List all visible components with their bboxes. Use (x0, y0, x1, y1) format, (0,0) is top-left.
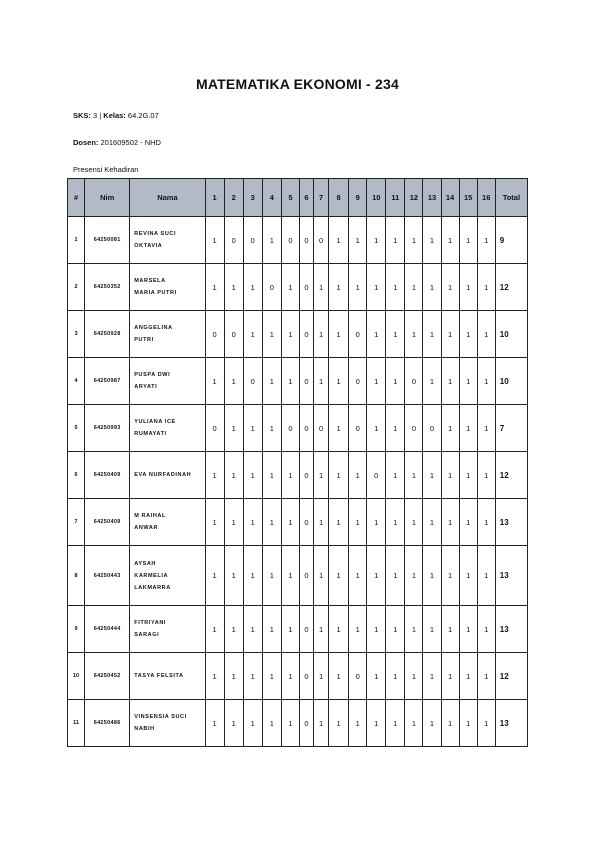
attendance-cell: 1 (441, 452, 459, 499)
student-name-line: KARMELIA (134, 572, 169, 579)
attendance-cell: 1 (477, 405, 495, 452)
total-cell: 13 (495, 606, 527, 653)
column-header: 7 (314, 179, 329, 217)
row-number: 10 (68, 653, 85, 700)
column-header: 1 (205, 179, 224, 217)
attendance-cell: 1 (386, 546, 405, 606)
attendance-cell: 0 (299, 452, 313, 499)
attendance-cell: 1 (262, 700, 281, 747)
student-name (130, 700, 205, 747)
attendance-cell: 1 (205, 606, 224, 653)
attendance-cell: 1 (281, 358, 299, 405)
attendance-cell: 1 (314, 264, 329, 311)
attendance-cell: 1 (243, 405, 262, 452)
student-nim: 64250444 (85, 606, 130, 653)
attendance-cell: 1 (205, 499, 224, 546)
attendance-cell: 1 (314, 546, 329, 606)
attendance-cell: 1 (329, 358, 349, 405)
total-cell: 10 (495, 358, 527, 405)
attendance-cell: 1 (262, 606, 281, 653)
attendance-cell: 1 (477, 499, 495, 546)
attendance-cell: 0 (224, 311, 243, 358)
kelas-value: 64.2G.07 (125, 111, 159, 120)
attendance-cell: 1 (349, 452, 367, 499)
attendance-cell: 1 (441, 358, 459, 405)
attendance-cell: 1 (405, 546, 423, 606)
column-header: 4 (262, 179, 281, 217)
attendance-cell: 1 (224, 606, 243, 653)
attendance-cell: 0 (423, 405, 441, 452)
student-nim: 64250486 (85, 700, 130, 747)
column-header: 2 (224, 179, 243, 217)
attendance-cell: 1 (243, 546, 262, 606)
student-name-line: OKTAVIA (134, 243, 163, 249)
attendance-cell: 1 (459, 217, 477, 264)
attendance-cell: 1 (386, 217, 405, 264)
attendance-cell: 1 (314, 606, 329, 653)
table-row (68, 405, 528, 452)
attendance-cell: 0 (243, 358, 262, 405)
attendance-cell: 1 (441, 700, 459, 747)
attendance-cell: 1 (423, 452, 441, 499)
attendance-cell: 1 (405, 653, 423, 700)
table-row (68, 546, 528, 606)
attendance-cell: 0 (281, 405, 299, 452)
student-name-line: RUMAYATI (134, 431, 167, 437)
total-cell: 13 (495, 499, 527, 546)
student-nim: 64250993 (85, 405, 130, 452)
attendance-cell: 1 (329, 452, 349, 499)
sks-label: SKS: (73, 111, 91, 120)
student-name-line: SARAGI (134, 632, 160, 638)
dosen-value: 201609502 - NHD (98, 138, 161, 147)
student-name (130, 217, 205, 264)
attendance-cell: 1 (477, 546, 495, 606)
attendance-cell: 1 (329, 546, 349, 606)
attendance-cell: 1 (281, 700, 299, 747)
attendance-cell: 1 (386, 452, 405, 499)
attendance-cell: 0 (224, 217, 243, 264)
attendance-cell: 1 (459, 264, 477, 311)
attendance-cell: 1 (441, 311, 459, 358)
attendance-cell: 1 (243, 311, 262, 358)
attendance-cell: 1 (314, 700, 329, 747)
attendance-cell: 1 (459, 499, 477, 546)
total-cell: 13 (495, 700, 527, 747)
attendance-cell: 0 (299, 405, 313, 452)
attendance-cell: 1 (243, 653, 262, 700)
attendance-cell: 1 (329, 700, 349, 747)
attendance-cell: 1 (441, 264, 459, 311)
attendance-cell: 1 (386, 653, 405, 700)
row-number: 2 (68, 264, 85, 311)
sks-value: 3 | (90, 111, 104, 120)
attendance-cell: 1 (423, 606, 441, 653)
attendance-cell: 0 (367, 452, 386, 499)
attendance-cell: 1 (205, 452, 224, 499)
attendance-cell: 1 (262, 217, 281, 264)
row-number: 7 (68, 499, 85, 546)
student-name (130, 452, 205, 499)
attendance-cell: 1 (224, 499, 243, 546)
attendance-cell: 1 (441, 653, 459, 700)
attendance-cell: 1 (262, 405, 281, 452)
total-cell: 12 (495, 452, 527, 499)
attendance-cell: 1 (405, 452, 423, 499)
attendance-cell: 0 (299, 311, 313, 358)
attendance-cell: 1 (262, 499, 281, 546)
attendance-cell: 1 (224, 700, 243, 747)
attendance-cell: 0 (349, 311, 367, 358)
column-header: 13 (423, 179, 441, 217)
attendance-cell: 1 (405, 606, 423, 653)
attendance-cell: 1 (367, 405, 386, 452)
table-header-row (68, 179, 528, 217)
attendance-cell: 1 (329, 499, 349, 546)
attendance-cell: 1 (314, 499, 329, 546)
student-nim: 64250452 (85, 653, 130, 700)
student-name-line: YULIANA ICE (134, 419, 176, 425)
attendance-cell: 1 (423, 264, 441, 311)
attendance-heading: Presensi Kehadiran (73, 165, 139, 174)
column-header: 16 (477, 179, 495, 217)
student-name-line: TASYA FELSITA (134, 673, 184, 679)
attendance-cell: 1 (459, 405, 477, 452)
attendance-cell: 1 (243, 700, 262, 747)
total-cell: 10 (495, 311, 527, 358)
student-name-line: MARSELA (134, 278, 166, 284)
attendance-cell: 1 (477, 358, 495, 405)
attendance-cell: 1 (329, 217, 349, 264)
student-nim: 64250409 (85, 452, 130, 499)
row-number: 4 (68, 358, 85, 405)
column-header: 5 (281, 179, 299, 217)
attendance-cell: 0 (299, 606, 313, 653)
table-row (68, 499, 528, 546)
row-number: 9 (68, 606, 85, 653)
dosen-label: Dosen: (73, 138, 99, 147)
page-title: MATEMATIKA EKONOMI - 234 (196, 76, 399, 92)
student-name-line: ANWAR (134, 525, 159, 531)
attendance-cell: 1 (367, 700, 386, 747)
student-name-line: REVINA SUCI (134, 231, 177, 237)
attendance-cell: 1 (349, 700, 367, 747)
attendance-cell: 1 (329, 405, 349, 452)
attendance-cell: 1 (349, 546, 367, 606)
attendance-cell: 1 (281, 499, 299, 546)
attendance-cell: 1 (423, 546, 441, 606)
attendance-cell: 0 (405, 405, 423, 452)
attendance-cell: 1 (205, 217, 224, 264)
attendance-cell: 1 (459, 546, 477, 606)
student-name-line: LAKMARRA (134, 584, 171, 591)
attendance-cell: 1 (423, 358, 441, 405)
total-cell: 9 (495, 217, 527, 264)
table-row (68, 217, 528, 264)
column-header: 15 (459, 179, 477, 217)
attendance-cell: 0 (349, 358, 367, 405)
attendance-cell: 1 (329, 264, 349, 311)
lecturer-info (73, 138, 161, 147)
student-name-line: PUTRI (134, 337, 154, 343)
attendance-cell: 0 (281, 217, 299, 264)
attendance-cell: 0 (299, 264, 313, 311)
attendance-cell: 1 (405, 499, 423, 546)
total-cell: 12 (495, 653, 527, 700)
attendance-cell: 1 (423, 700, 441, 747)
attendance-cell: 1 (367, 358, 386, 405)
column-header: Nama (130, 179, 205, 217)
student-name-line: M RAIHAL (134, 513, 166, 519)
student-name (130, 311, 205, 358)
table-row (68, 606, 528, 653)
attendance-cell: 0 (349, 405, 367, 452)
course-info (73, 111, 159, 120)
student-nim: 64250928 (85, 311, 130, 358)
total-cell: 13 (495, 546, 527, 606)
student-name-line: ANGGELINA (134, 325, 173, 331)
attendance-cell: 1 (314, 452, 329, 499)
column-header: 10 (367, 179, 386, 217)
attendance-cell: 0 (299, 700, 313, 747)
attendance-cell: 1 (329, 653, 349, 700)
student-name-line: AYSAH (134, 560, 156, 567)
attendance-cell: 1 (386, 700, 405, 747)
column-header: 14 (441, 179, 459, 217)
attendance-cell: 1 (314, 311, 329, 358)
student-name-line: FITRIYANI (134, 620, 167, 626)
attendance-cell: 1 (477, 217, 495, 264)
attendance-cell: 1 (367, 264, 386, 311)
attendance-cell: 1 (477, 264, 495, 311)
column-header: # (68, 179, 85, 217)
attendance-cell: 1 (205, 264, 224, 311)
attendance-cell: 1 (386, 264, 405, 311)
attendance-cell: 1 (441, 217, 459, 264)
attendance-cell: 1 (243, 499, 262, 546)
attendance-cell: 1 (367, 499, 386, 546)
attendance-cell: 0 (299, 358, 313, 405)
attendance-cell: 1 (477, 311, 495, 358)
student-name (130, 358, 205, 405)
student-nim: 64250409 (85, 499, 130, 546)
attendance-cell: 1 (281, 606, 299, 653)
attendance-cell: 1 (349, 264, 367, 311)
attendance-cell: 1 (459, 606, 477, 653)
row-number: 11 (68, 700, 85, 747)
attendance-cell: 1 (281, 452, 299, 499)
row-number: 6 (68, 452, 85, 499)
attendance-cell: 1 (441, 546, 459, 606)
attendance-cell: 1 (224, 546, 243, 606)
attendance-cell: 0 (205, 405, 224, 452)
column-header: 6 (299, 179, 313, 217)
attendance-cell: 1 (477, 452, 495, 499)
attendance-cell: 1 (367, 311, 386, 358)
attendance-cell: 1 (224, 264, 243, 311)
student-nim: 64250352 (85, 264, 130, 311)
attendance-cell: 1 (386, 499, 405, 546)
attendance-cell: 1 (205, 546, 224, 606)
attendance-cell: 1 (281, 264, 299, 311)
attendance-cell: 1 (349, 499, 367, 546)
attendance-cell: 0 (299, 217, 313, 264)
attendance-cell: 1 (477, 700, 495, 747)
student-name-line: PUSPA DWI (134, 372, 171, 378)
column-header: Total (495, 179, 527, 217)
student-name-line: MARIA PUTRI (134, 290, 177, 296)
attendance-cell: 1 (423, 653, 441, 700)
attendance-cell: 0 (349, 653, 367, 700)
attendance-cell: 1 (205, 700, 224, 747)
student-nim: 64250081 (85, 217, 130, 264)
attendance-cell: 1 (386, 311, 405, 358)
attendance-cell: 1 (329, 311, 349, 358)
attendance-cell: 1 (349, 606, 367, 653)
student-nim: 64250443 (85, 546, 130, 606)
column-header: 3 (243, 179, 262, 217)
column-header: 8 (329, 179, 349, 217)
attendance-cell: 1 (477, 653, 495, 700)
column-header: 9 (349, 179, 367, 217)
student-name (130, 499, 205, 546)
attendance-cell: 1 (281, 311, 299, 358)
attendance-cell: 1 (477, 606, 495, 653)
total-cell: 7 (495, 405, 527, 452)
attendance-cell: 1 (423, 311, 441, 358)
attendance-cell: 1 (367, 217, 386, 264)
attendance-cell: 1 (243, 452, 262, 499)
attendance-cell: 1 (423, 217, 441, 264)
column-header: 12 (405, 179, 423, 217)
attendance-cell: 1 (262, 452, 281, 499)
attendance-cell: 1 (405, 264, 423, 311)
student-name-line: NABIH (134, 726, 155, 732)
attendance-cell: 0 (299, 546, 313, 606)
student-name (130, 546, 205, 606)
row-number: 3 (68, 311, 85, 358)
table-row (68, 700, 528, 747)
attendance-cell: 0 (262, 264, 281, 311)
column-header: 11 (386, 179, 405, 217)
attendance-cell: 1 (405, 700, 423, 747)
column-header: Nim (85, 179, 130, 217)
attendance-cell: 1 (441, 405, 459, 452)
table-row (68, 653, 528, 700)
attendance-cell: 0 (299, 499, 313, 546)
total-cell: 12 (495, 264, 527, 311)
attendance-cell: 1 (205, 358, 224, 405)
attendance-cell: 1 (367, 606, 386, 653)
row-number: 1 (68, 217, 85, 264)
attendance-cell: 1 (405, 311, 423, 358)
table-row (68, 264, 528, 311)
attendance-cell: 1 (367, 546, 386, 606)
attendance-cell: 1 (459, 311, 477, 358)
attendance-cell: 0 (314, 405, 329, 452)
attendance-cell: 0 (205, 311, 224, 358)
attendance-cell: 1 (262, 653, 281, 700)
attendance-cell: 1 (349, 217, 367, 264)
student-name (130, 264, 205, 311)
attendance-cell: 1 (459, 358, 477, 405)
student-name-line: EVA NURFADINAH (134, 472, 192, 478)
row-number: 8 (68, 546, 85, 606)
attendance-cell: 0 (314, 217, 329, 264)
student-name (130, 405, 205, 452)
attendance-cell: 1 (243, 264, 262, 311)
student-name (130, 653, 205, 700)
attendance-cell: 1 (314, 358, 329, 405)
attendance-cell: 1 (329, 606, 349, 653)
attendance-cell: 1 (281, 653, 299, 700)
attendance-cell: 1 (423, 499, 441, 546)
attendance-cell: 1 (386, 405, 405, 452)
student-name-line: VINSENSIA SUCI (134, 714, 187, 720)
attendance-cell: 1 (243, 606, 262, 653)
attendance-cell: 1 (224, 653, 243, 700)
student-name (130, 606, 205, 653)
attendance-cell: 1 (262, 546, 281, 606)
table-row (68, 358, 528, 405)
attendance-cell: 1 (459, 653, 477, 700)
attendance-cell: 1 (262, 358, 281, 405)
attendance-cell: 0 (299, 653, 313, 700)
table-row (68, 452, 528, 499)
student-nim: 64250987 (85, 358, 130, 405)
attendance-cell: 1 (224, 452, 243, 499)
attendance-cell: 1 (224, 405, 243, 452)
attendance-cell: 0 (405, 358, 423, 405)
table-row (68, 311, 528, 358)
kelas-label: Kelas: (103, 111, 126, 120)
attendance-cell: 1 (459, 452, 477, 499)
attendance-cell: 1 (441, 606, 459, 653)
attendance-cell: 1 (224, 358, 243, 405)
attendance-cell: 1 (281, 546, 299, 606)
attendance-cell: 0 (243, 217, 262, 264)
attendance-cell: 1 (367, 653, 386, 700)
attendance-cell: 1 (314, 653, 329, 700)
attendance-cell: 1 (205, 653, 224, 700)
attendance-cell: 1 (405, 217, 423, 264)
row-number: 5 (68, 405, 85, 452)
attendance-table (67, 178, 528, 747)
attendance-cell: 1 (386, 606, 405, 653)
attendance-cell: 1 (262, 311, 281, 358)
student-name-line: ARYATI (134, 384, 158, 390)
attendance-cell: 1 (441, 499, 459, 546)
attendance-cell: 1 (459, 700, 477, 747)
attendance-cell: 1 (386, 358, 405, 405)
